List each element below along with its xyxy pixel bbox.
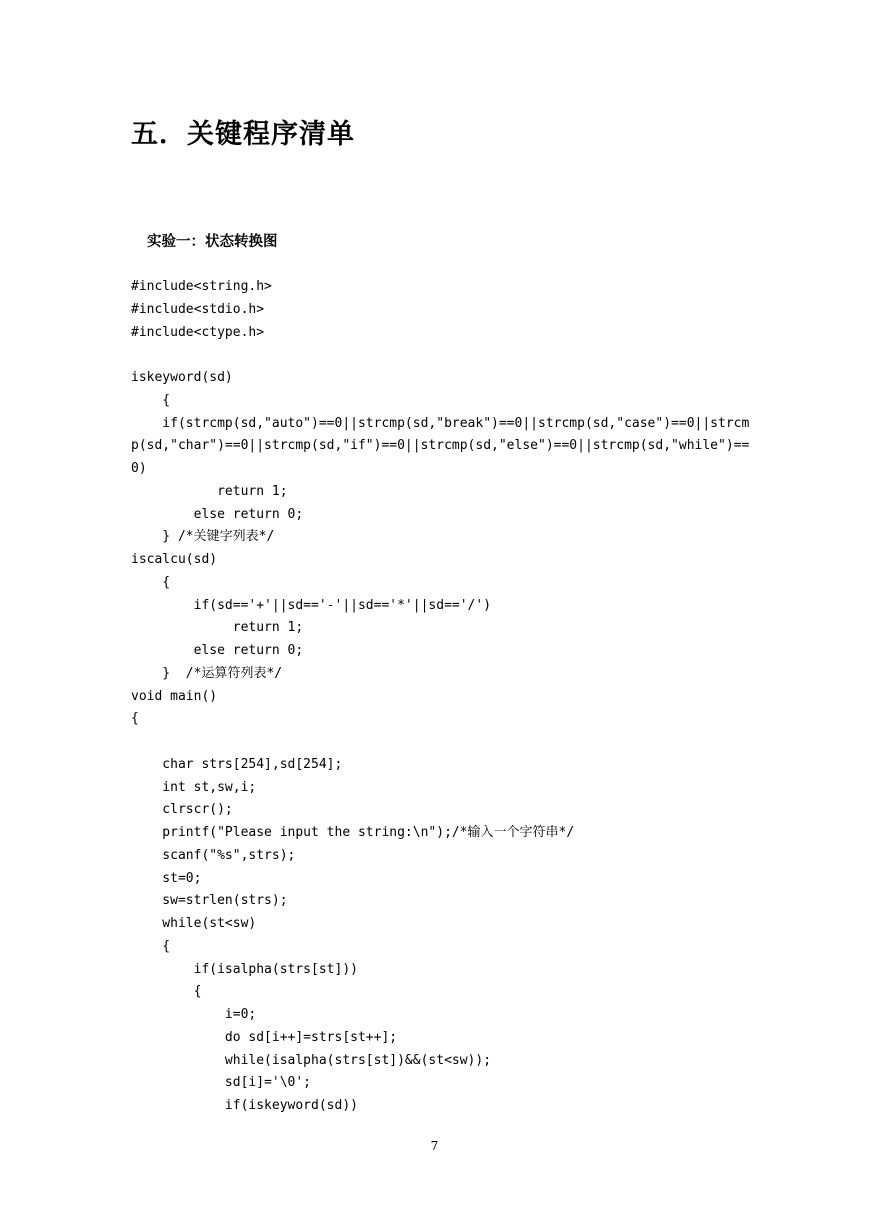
code-line: sw=strlen(strs);	[131, 893, 288, 909]
code-line: return 1;	[131, 483, 288, 499]
code-line: iscalcu(sd)	[131, 552, 218, 567]
code-listing	[131, 276, 751, 1118]
code-line: while(st<sw)	[131, 916, 257, 931]
code-line: {	[131, 574, 171, 590]
code-line: p(sd,"char")==0||strcmp(sd,"if")==0||strcmp(sd,"else")==0||strcmp(sd,"while")==	[131, 438, 750, 454]
code-line: void main()	[131, 688, 218, 704]
code-line: if(isalpha(strs[st]))	[131, 961, 358, 977]
code-line: #include<string.h>	[131, 279, 272, 294]
code-line: printf("Please input the string:\n");/*输入一个字符串*/	[131, 825, 575, 840]
code-line: int st,sw,i;	[131, 779, 257, 795]
code-line	[131, 344, 751, 367]
code-line: char strs[254],sd[254];	[131, 756, 343, 772]
page-number: 7	[430, 1139, 439, 1153]
code-line: return 1;	[131, 620, 304, 636]
code-line: {	[131, 392, 171, 408]
code-line: } /*关键字列表*/	[131, 529, 275, 545]
code-line: {	[131, 984, 202, 1000]
code-line: scanf("%s",strs);	[131, 847, 296, 863]
code-line: sd[i]='\0';	[131, 1075, 312, 1091]
section-title: 五．关键程序清单	[131, 119, 355, 150]
code-line: {	[131, 938, 171, 954]
code-line: else return 0;	[131, 643, 304, 658]
code-line	[131, 731, 751, 754]
code-line: iskeyword(sd)	[131, 370, 233, 385]
code-line: if(strcmp(sd,"auto")==0||strcmp(sd,"break")==0||strcmp(sd,"case")==0||strcm	[131, 415, 750, 431]
code-line: st=0;	[131, 870, 202, 886]
code-line: if(iskeyword(sd))	[131, 1098, 358, 1113]
code-line: clrscr();	[131, 802, 233, 818]
code-line: #include<ctype.h>	[131, 324, 265, 340]
code-line: i=0;	[131, 1007, 257, 1022]
code-line: {	[131, 711, 139, 727]
code-line: else return 0;	[131, 506, 304, 522]
code-line: #include<stdio.h>	[131, 301, 265, 317]
code-line: if(sd=='+'||sd=='-'||sd=='*'||sd=='/')	[131, 597, 492, 613]
code-line: do sd[i++]=strs[st++];	[131, 1029, 398, 1045]
code-line: } /*运算符列表*/	[131, 665, 283, 681]
subsection-title: 实验一：状态转换图	[147, 234, 278, 250]
code-line: while(isalpha(strs[st])&&(st<sw));	[131, 1052, 492, 1068]
code-line: 0)	[131, 461, 147, 476]
